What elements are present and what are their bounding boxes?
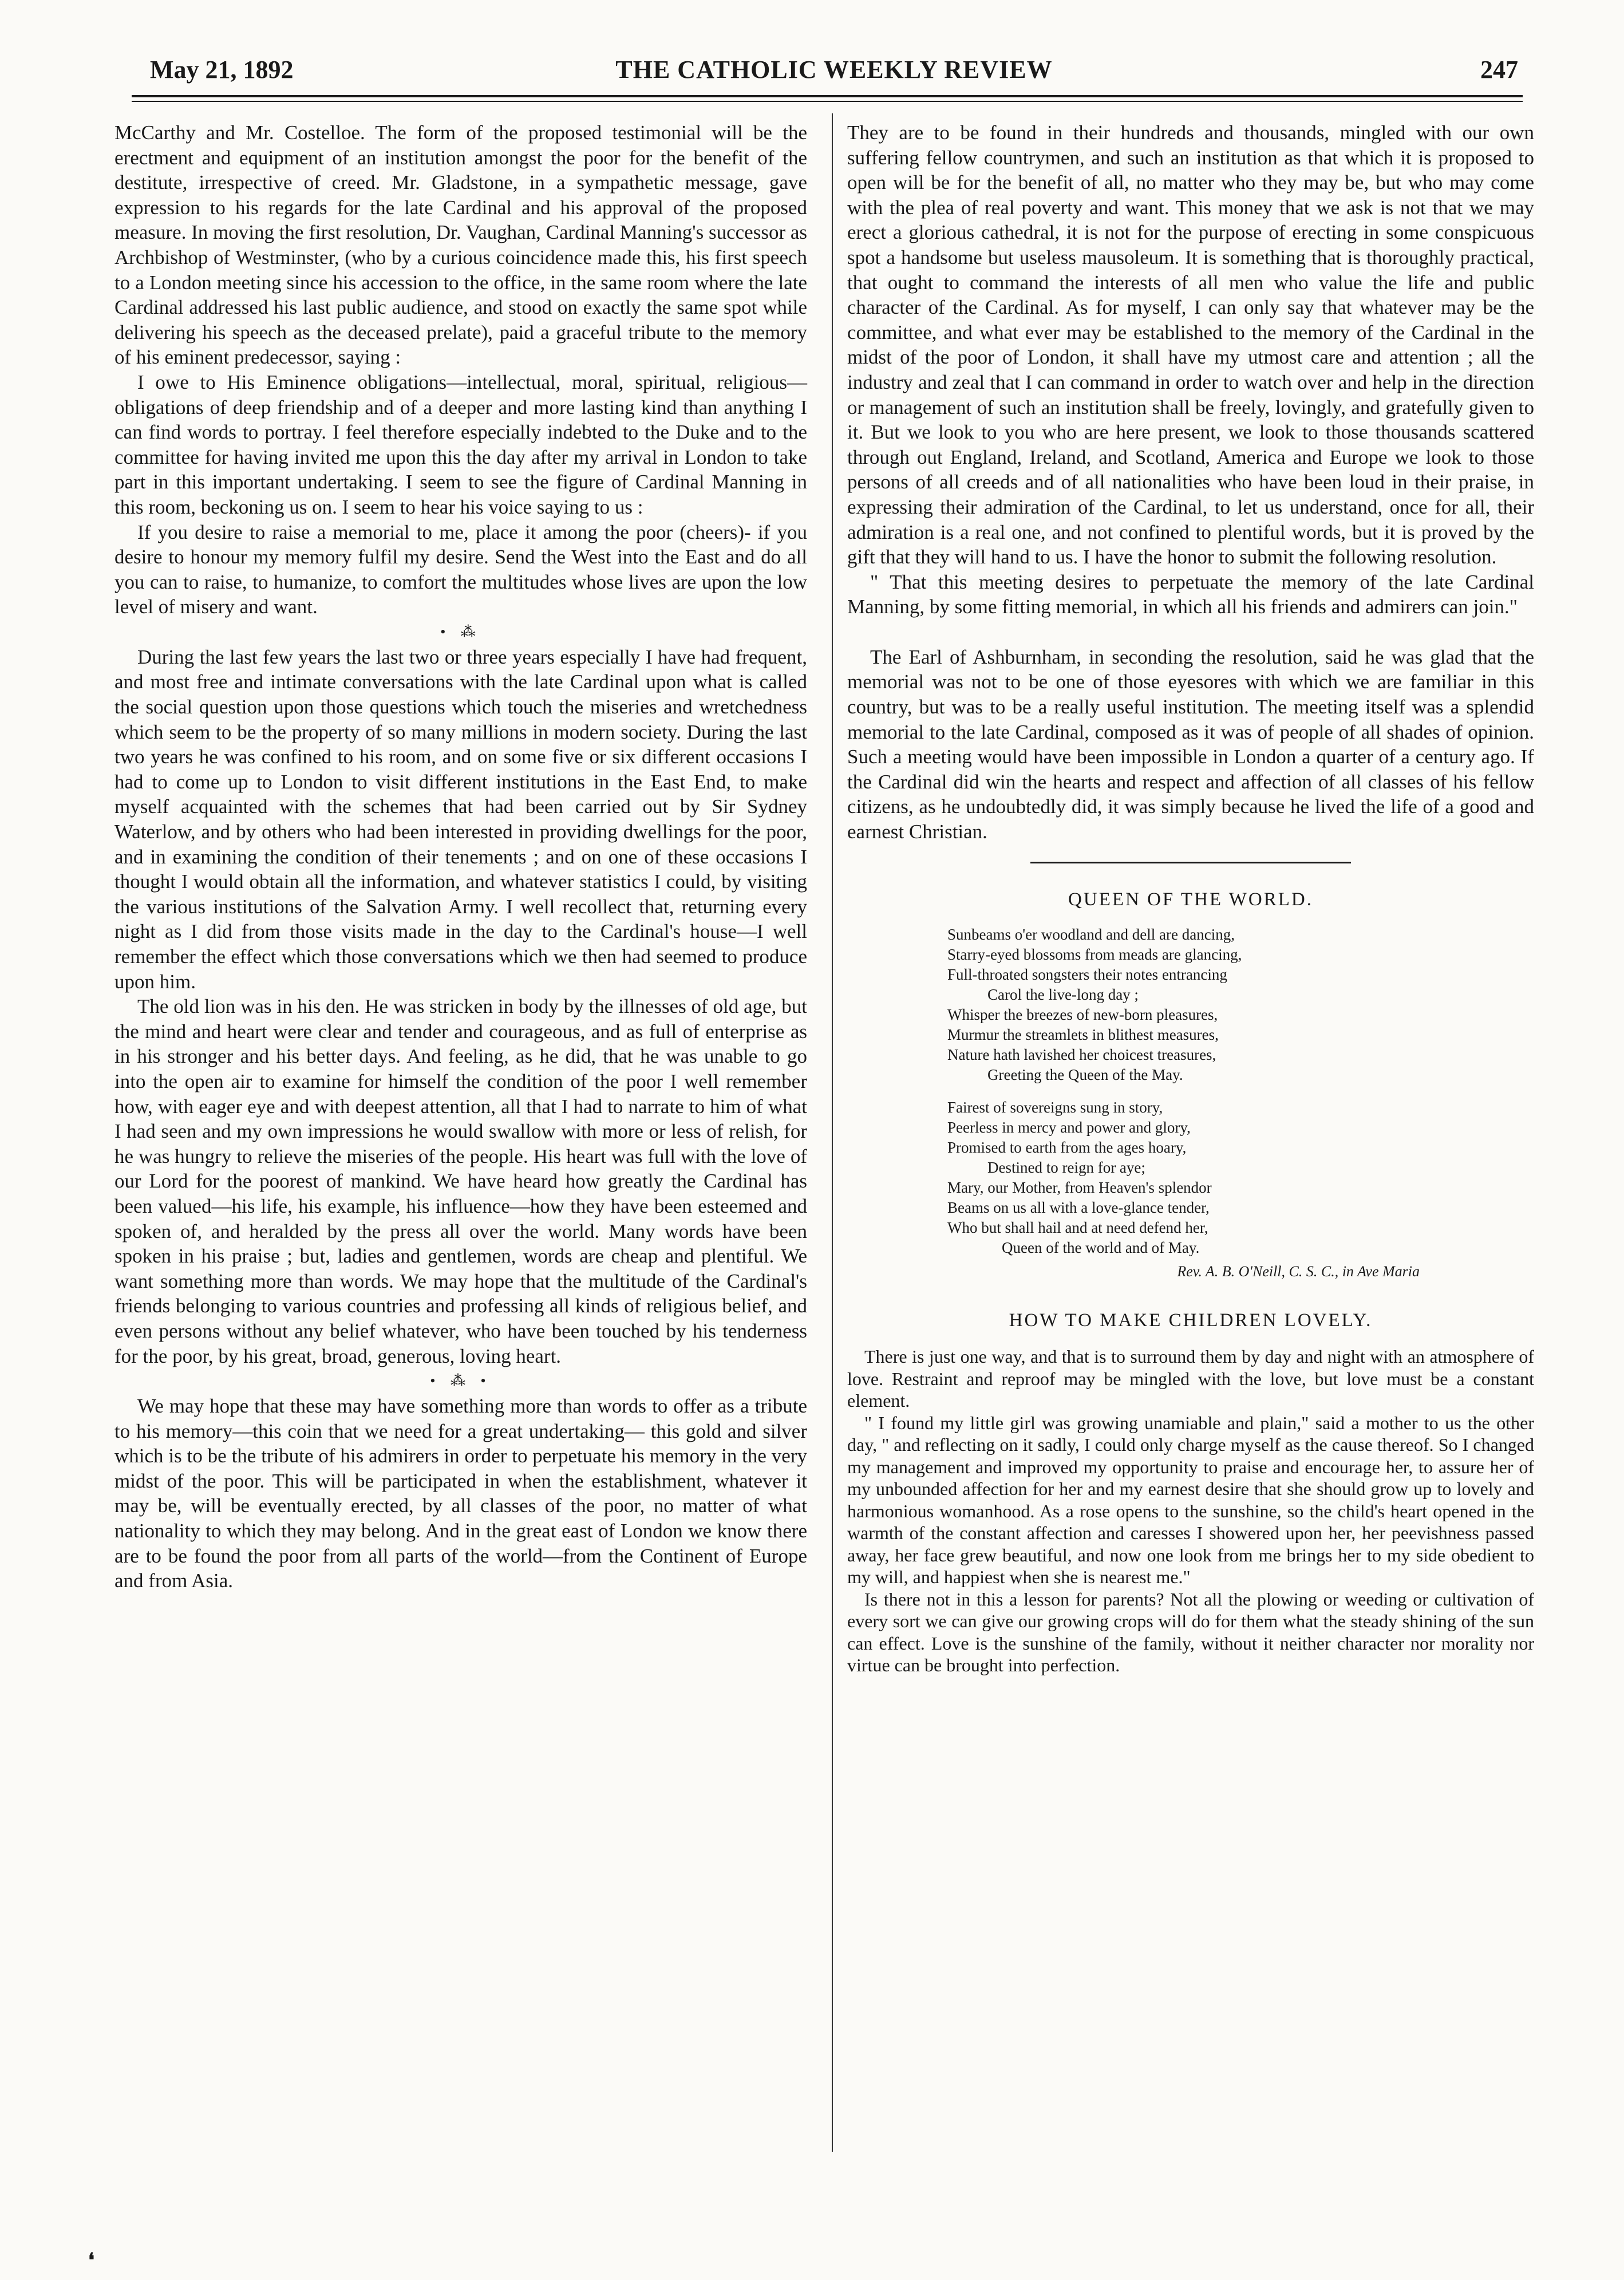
poem-line: Full-throated songsters their notes entrancing (947, 966, 1227, 984)
poem-line: Mary, our Mother, from Heaven's splendor (947, 1179, 1212, 1197)
poem-line: Promised to earth from the ages hoary, (947, 1139, 1187, 1157)
page-number: 247 (1480, 56, 1518, 84)
poem-line: Nature hath lavished her choicest treasures, (947, 1046, 1216, 1064)
poem-line: Destined to reign for aye; (987, 1159, 1145, 1177)
poem-line: Starry-eyed blossoms from meads are glancing, (947, 946, 1242, 964)
page-header (150, 47, 1518, 100)
paragraph: McCarthy and Mr. Costelloe. The form of the proposed testimonial will be the erectment and equipment of an institution amongst the poor for the benefit of the destitute, irrespective of creed. Mr. Gladstone, in a sympathetic message, gave expression to his regards for the late Cardinal and his approval of the proposed measure. In moving the first resolution, Dr. Vaughan, Cardinal Manning's successor as Archbishop of Westminster, (who by a curious coincidence made this, his first speech to a London meeting since his accession to the office, in the same room where the late Cardinal addressed his last public audience, and stood on exactly the same spot while delivering his speech as the deceased prelate), paid a graceful tribute to the memory of his eminent predecessor, saying : (114, 121, 808, 369)
poem-attribution: Rev. A. B. O'Neill, C. S. C., in Ave Maria (1177, 1263, 1420, 1280)
poem-line: Peerless in mercy and power and glory, (947, 1119, 1191, 1137)
right-column (847, 120, 1534, 1677)
paragraph: The old lion was in his den. He was stricken in body by the illnesses of old age, but the mind and heart were clear and tender and courageous, and as full of enterprise as in his stronger and his better days. And feeling, as he did, that he was unable to go into the open air to examine for himself the condition of the poor I well remember how, with eager eye and with deepest attention, all that I had to narrate to him of what I had seen and my own impressions he would swallow with more or less of relish, for he was hungry to relieve the miseries of the people. His heart was full with the love of our Lord for the poorest of mankind. We have heard how greatly the Cardinal has been valued—his life, his example, his influence—how they have been esteemed and spoken of, and heralded by the press all over the world. Many words have been spoken in his praise ; but, ladies and gentlemen, words are cheap and plentiful. We want something more than words. We may hope that the multitude of the Cardinal's friends belonging to various countries and professing all kinds of religious belief, and even persons without any belief whatever, who have been touched by his tenderness for the poor, by his great, broad, generous, loving heart. (114, 995, 807, 1367)
margin-mark: ❛ (88, 2250, 94, 2271)
poem-line: Carol the live-long day ; (987, 986, 1139, 1004)
ornament: • ⁂ (440, 623, 481, 640)
poem-line: Queen of the world and of May. (1002, 1239, 1200, 1257)
quote-paragraph: If you desire to raise a memorial to me, place it among the poor (cheers)- if you desire to honour my memory fulfil my desire. Send the West into the East and do all you can to raise, to humanize, to comfort the multitudes whose lives are upon the low level of misery and want. (114, 520, 807, 618)
paragraph: They are to be found in their hundreds and thousands, mingled with our own suffering fellow countrymen, and such an institution as that which it is proposed to open will be for the benefit of all, no matter who they may be, but who may come with the plea of real poverty and want. This money that we ask is not that we may erect a glorious cathedral, it is not for the purpose of erecting in some conspicuous spot a handsome but useless mausoleum. It is something that is thoroughly practical, that ought to command the interests of all men who value the life and public character of the Cardinal. As for myself, I can only say that whatever may be the committee, and what ever may be established to the memory of the Cardinal in the midst of the poor of London, it shall have my utmost care and attention ; all the industry and zeal that I can command in order to watch over and help in the direction or management of such an institution shall be freely, lovingly, and gratefully given to it. But we look to you who are here present, we look to those thousands scattered through out England, Ireland, and Scotland, America and Europe we look to those persons of all creeds and of all nationalities who have been loud in their praise, in expressing their admiration of the Cardinal, to let us understand, once for all, their admiration is a real one, and not confined to plentiful words, but it is proved by the gift that they will hand to us. I have the honor to submit the following resolution. (847, 121, 1534, 569)
poem-line: Sunbeams o'er woodland and dell are dancing, (947, 926, 1235, 944)
column-divider (832, 113, 833, 2152)
poem-line: Greeting the Queen of the May. (987, 1066, 1183, 1084)
ornament: • ⁂ • (430, 1372, 492, 1390)
poem-title: QUEEN OF THE WORLD. (1068, 889, 1313, 910)
resolution-quote: " That this meeting desires to perpetuate the memory of the late Cardinal Manning, by some fitting memorial, in which all his friends and admirers can join." (847, 570, 1534, 618)
paragraph: " I found my little girl was growing unamiable and plain," said a mother to us the other day, " and reflecting on it sadly, I could only charge myself as the cause thereof. So I changed my management and improved my opportunity to praise and encourage her, to assure her of my unbounded affection for her and my earnest desire that she should grow up to lovely and harmonious womanhood. As a rose opens to the sunshine, so the child's heart opened in the warmth of the constant affection and caresses I showered upon her, her peevishness passed away, her face grew beautiful, and now one look from me brings her to my side obedient to my will, and happiest when she is nearest me." (847, 1412, 1534, 1588)
paragraph: We may hope that these may have something more than words to offer as a tribute to his memory—this coin that we need for a great undertaking— this gold and silver which is to be the tribute of his admirers in order to perpetuate his memory in the very midst of the poor. This will be participated in when the establishment, whatever it may be, will be eventually erected, by all classes of the poor, no matter of what nationality to which they may belong. And in the great east of London we know there are to be found the poor from all parts of the world—from the Continent of Europe and from Asia. (114, 1395, 807, 1592)
article-body (847, 1346, 1534, 1677)
poem-line: Murmur the streamlets in blithest measures, (947, 1026, 1219, 1044)
paragraph: There is just one way, and that is to surround them by day and night with an atmosphere of love. Restraint and reproof may be mingled with the love, but love must be a constant element. (847, 1346, 1534, 1411)
article-title: HOW TO MAKE CHILDREN LOVELY. (1009, 1309, 1373, 1331)
poem-line: Who but shall hail and at need defend her, (947, 1219, 1208, 1237)
poem-line: Beams on us all with a love-glance tender, (947, 1199, 1210, 1217)
poem-line: Fairest of sovereigns sung in story, (947, 1099, 1163, 1117)
paragraph: Is there not in this a lesson for parents? Not all the plowing or weeding or cultivation of every sort we can give our growing crops will do for them what the steady shining of the sun can effect. Love is the sunshine of the family, without it neither character nor morality nor virtue can be brought into perfection. (847, 1588, 1534, 1676)
poem (947, 925, 1534, 1258)
poem-line: Whisper the breezes of new-born pleasures, (947, 1006, 1218, 1024)
paragraph: The Earl of Ashburnham, in seconding the resolution, said he was glad that the memorial was not to be one of those eyesores with which we are familiar in this country, but was to be a really useful institution. The meeting itself was a splendid memorial to the late Cardinal, composed as it was of people of all shades of opinion. Such a meeting would have been impossible in London a quarter of a century ago. If the Cardinal did win the hearts and respect and affection of all classes of his fellow citizens, as he undoubtedly did, it was simply because he lived the life of a good and earnest Christian. (847, 645, 1534, 843)
header-rule-thin (132, 101, 1523, 102)
header-rule (132, 95, 1523, 97)
quote-paragraph: I owe to His Eminence obligations—intellectual, moral, spiritual, religious—obligations of deep friendship and of a deeper and more lasting kind than anything I can find words to portray. I feel therefore especially indebted to the Duke and to the committee for having invited me upon this the day after my arrival in London to take part in this important undertaking. I seem to see the figure of Cardinal Manning in this room, beckoning us on. I seem to hear his voice saying to us : (114, 370, 807, 518)
publication-title: THE CATHOLIC WEEKLY REVIEW (615, 56, 1053, 84)
paragraph: During the last few years the last two or three years especially I have had frequent, and most free and intimate conversations with the late Cardinal upon what is called the social question upon those questions which touch the miseries and wretchedness which seem to be the property of so many millions in modern society. During the last two years he was confined to his room, and on some five or six different occasions I had to come up to London to visit different institutions in the East End, to make myself acquainted with the schemes that had been carried out by Sir Sydney Waterlow, and by others who had been interested in providing dwellings for the poor, and in examining the condition of their tenements ; and on one of these occasions I thought I would obtain all the information, and whatever statistics I could, by visiting the various institutions of the Salvation Army. I well recollect that, returning every night as I did from those visits made in the day to the Cardinal's house—I well remember the effect which those conversations which we then had seemed to produce upon him. (114, 645, 807, 993)
section-rule (1030, 862, 1351, 863)
left-column (114, 120, 807, 1593)
issue-date: May 21, 1892 (150, 56, 294, 84)
